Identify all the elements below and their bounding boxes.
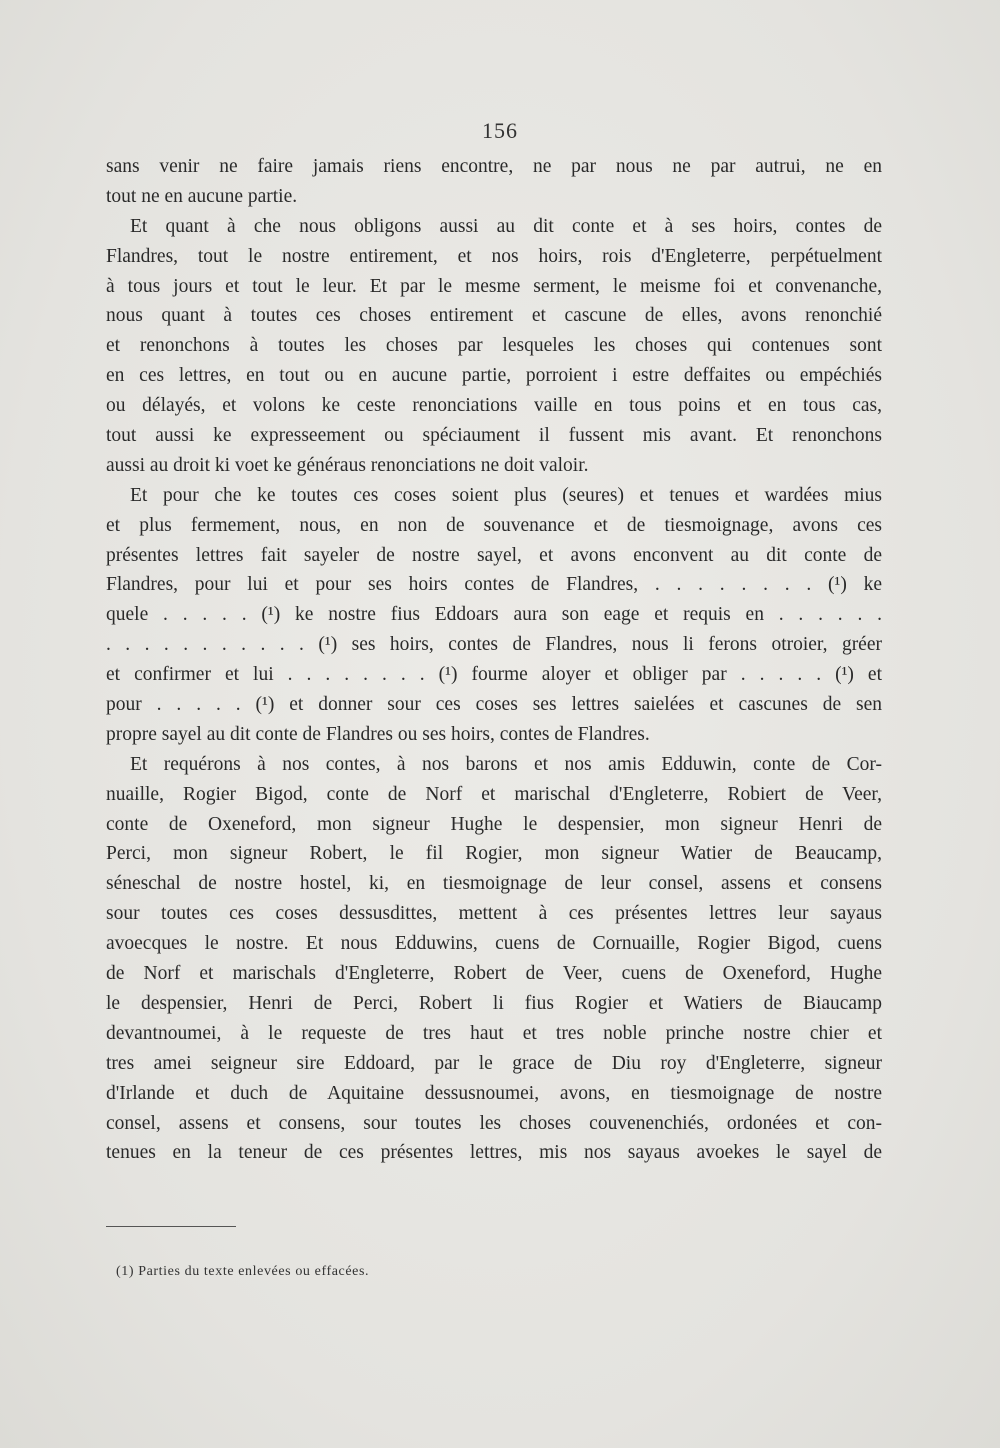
text-line: Et pour che ke toutes ces coses soient plus (seures) et tenues et wardées mius: [130, 484, 882, 506]
text-line: tout aussi ke expresseement ou spéciaument il fussent mis avant. Et renonchons: [106, 425, 882, 447]
text-line: nous quant à toutes ces choses entirement et cascune de elles, avons renonchié: [106, 305, 882, 327]
text-line: conte de Oxeneford, mon signeur Hughe le despensier, mon signeur Henri de: [106, 813, 882, 835]
text-line: Flandres, pour lui et pour ses hoirs contes de Flandres, . . . . . . . . (¹) ke: [106, 574, 882, 596]
text-line: Et requérons à nos contes, à nos barons et nos amis Edduwin, conte de Cor-: [130, 753, 882, 775]
text-line: avoecques le nostre. Et nous Edduwins, cuens de Cornuaille, Rogier Bigod, cuens: [106, 933, 882, 955]
text-line: et confirmer et lui . . . . . . . . (¹) fourme aloyer et obliger par . . . . . (¹) et: [106, 664, 882, 686]
text-line: devantnoumei, à le requeste de tres haut et tres noble prinche nostre chier et: [106, 1022, 882, 1044]
text-line: consel, assens et consens, sour toutes les choses couvenenchiés, ordonées et con-: [106, 1112, 882, 1134]
text-line: et plus fermement, nous, en non de souvenance et de tiesmoignage, avons ces: [106, 514, 882, 536]
text-line: nuaille, Rogier Bigod, conte de Norf et marischal d'Engleterre, Robiert de Veer,: [106, 783, 882, 805]
body-text: [106, 152, 882, 1168]
text-line: d'Irlande et duch de Aquitaine dessusnoumei, avons, en tiesmoignage de nostre: [106, 1082, 882, 1104]
text-line: aussi au droit ki voet ke généraus renonciations ne doit valoir.: [106, 454, 589, 476]
text-line: de Norf et marischals d'Engleterre, Robert de Veer, cuens de Oxeneford, Hughe: [106, 963, 882, 985]
text-line: sans venir ne faire jamais riens encontre, ne par nous ne par autrui, ne en: [106, 156, 882, 177]
text-line: pour . . . . . (¹) et donner sour ces coses ses lettres saielées et cascunes de sen: [106, 694, 882, 716]
text-line: à tous jours et tout le leur. Et par le mesme serment, le meisme foi et convenanche,: [106, 275, 882, 297]
text-line: tres amei seigneur sire Eddoard, par le grace de Diu roy d'Engleterre, signeur: [106, 1052, 882, 1074]
footnote: (1) Parties du texte enlevées ou effacées.: [116, 1264, 370, 1279]
text-line: Flandres, tout le nostre entirement, et nos hoirs, rois d'Engleterre, perpétuelment: [106, 245, 882, 267]
text-line: séneschal de nostre hostel, ki, en tiesmoignage de leur consel, assens et consens: [106, 873, 882, 895]
text-line: en ces lettres, en tout ou en aucune partie, porroient i estre deffaites ou empéchiés: [106, 365, 882, 387]
text-line: le despensier, Henri de Perci, Robert li fius Rogier et Watiers de Biaucamp: [106, 992, 882, 1014]
text-line: propre sayel au dit conte de Flandres ou ses hoirs, contes de Flandres.: [106, 723, 650, 745]
text-line: sour toutes ces coses dessusdittes, mettent à ces présentes lettres leur sayaus: [106, 903, 882, 925]
footnote-divider: [106, 1226, 236, 1227]
text-line: Et quant à che nous obligons aussi au dit conte et à ses hoirs, contes de: [130, 215, 882, 237]
text-line: présentes lettres fait sayeler de nostre sayel, et avons enconvent au dit conte de: [106, 544, 882, 566]
text-line: ou délayés, et volons ke ceste renonciations vaille en tous poins et en tous cas,: [106, 395, 882, 417]
text-line: et renonchons à toutes les choses par lesqueles les choses qui contenues sont: [106, 335, 882, 357]
text-line: . . . . . . . . . . . (¹) ses hoirs, contes de Flandres, nous li ferons otroier, gréer: [106, 634, 882, 656]
page-number: 156: [482, 118, 518, 143]
text-line: Perci, mon signeur Robert, le fil Rogier, mon signeur Watier de Beaucamp,: [106, 843, 882, 865]
text-line: tenues en la teneur de ces présentes lettres, mis nos sayaus avoekes le sayel de: [106, 1142, 882, 1164]
text-line: tout ne en aucune partie.: [106, 185, 298, 207]
text-line: quele . . . . . (¹) ke nostre fius Eddoars aura son eage et requis en . . . . . .: [106, 604, 882, 626]
